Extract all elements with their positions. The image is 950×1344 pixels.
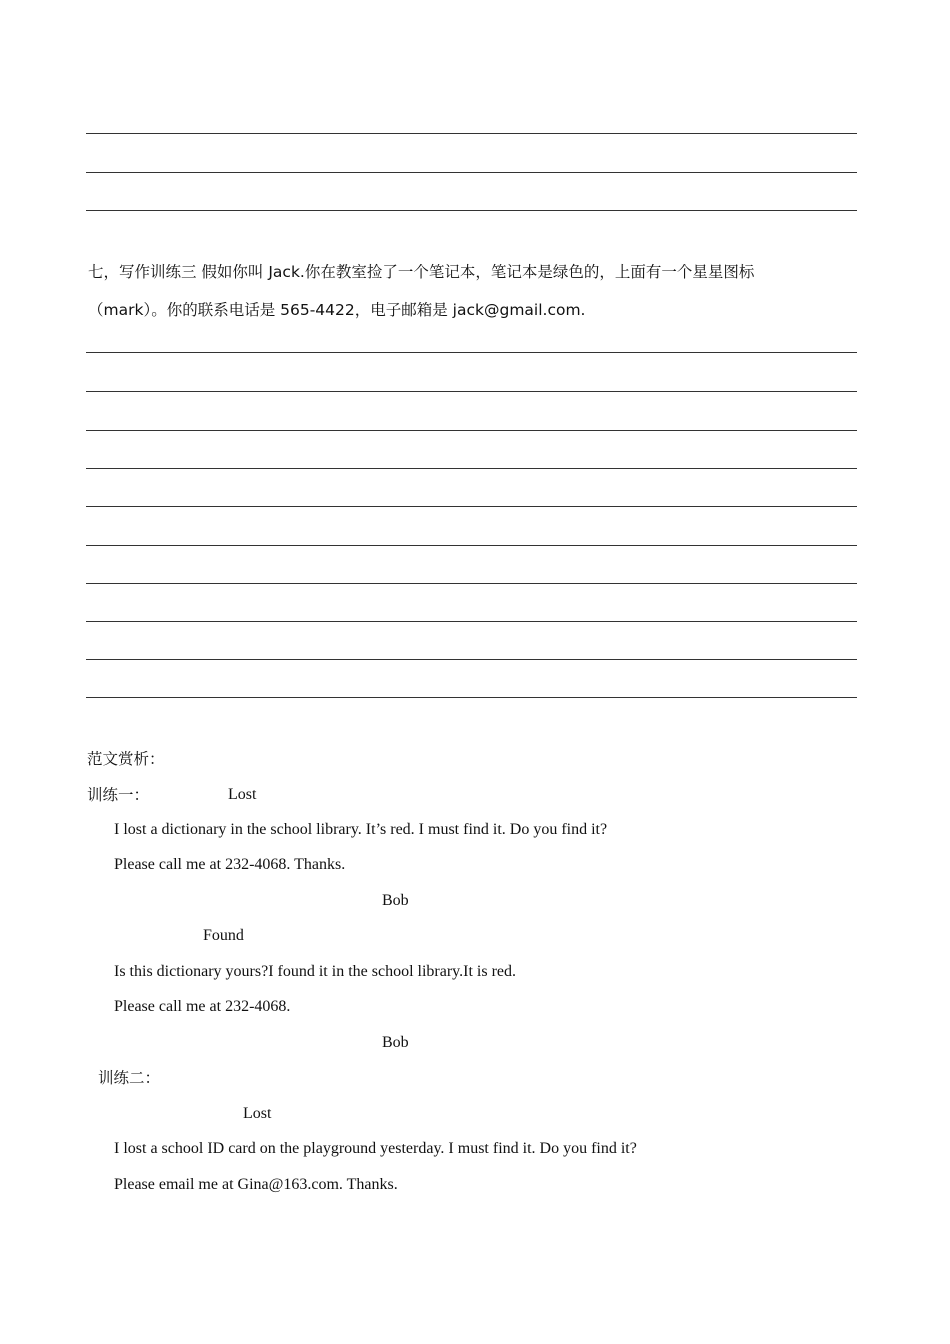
- writing-line: [86, 697, 857, 698]
- training-2-lost-line2: Please email me at Gina@163.com. Thanks.: [114, 1176, 398, 1193]
- writing-line: [86, 172, 857, 173]
- training-1-lost-line1: I lost a dictionary in the school library. It’s red. I must find it. Do you find it?: [114, 821, 608, 838]
- training-2-lost-title: Lost: [243, 1105, 272, 1122]
- training-2-lost-line1: I lost a school ID card on the playground yesterday. I must find it. Do you find it?: [114, 1140, 637, 1157]
- section-7-prompt-line2: （mark）。你的联系电话是 565-4422，电子邮箱是 jack@gmail.com.: [88, 301, 586, 319]
- section-7-prompt-line1: 七，写作训练三 假如你叫 Jack.你在教室捡了一个笔记本，笔记本是绿色的，上面有一个星星图标: [88, 263, 755, 281]
- writing-line: [86, 133, 857, 134]
- writing-line: [86, 210, 857, 211]
- writing-line: [86, 621, 857, 622]
- training-1-found-title: Found: [203, 927, 244, 944]
- training-1-lost-line2: Please call me at 232-4068. Thanks.: [114, 856, 346, 873]
- writing-line: [86, 352, 857, 353]
- writing-line: [86, 583, 857, 584]
- training-1-lost-title: Lost: [228, 786, 257, 803]
- training-1-found-line2: Please call me at 232-4068.: [114, 998, 291, 1015]
- training-2-label: 训练二：: [98, 1069, 161, 1087]
- writing-line: [86, 506, 857, 507]
- analysis-heading: 范文赏析：: [87, 750, 165, 768]
- writing-line: [86, 391, 857, 392]
- writing-line: [86, 430, 857, 431]
- training-1-found-sign: Bob: [382, 1034, 409, 1051]
- writing-line: [86, 659, 857, 660]
- training-1-found-line1: Is this dictionary yours?I found it in the school library.It is red.: [114, 963, 516, 980]
- writing-line: [86, 468, 857, 469]
- training-1-label: 训练一：: [87, 786, 150, 804]
- training-1-lost-sign: Bob: [382, 892, 409, 909]
- writing-line: [86, 545, 857, 546]
